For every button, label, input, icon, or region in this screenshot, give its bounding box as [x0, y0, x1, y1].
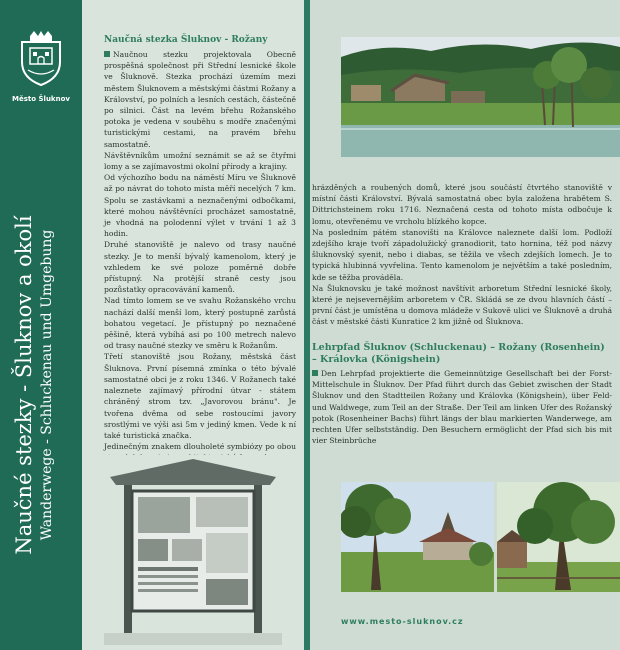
vertical-titles: [11, 125, 71, 645]
trail-description-cz: [104, 49, 296, 464]
paragraph: Jedinečným znakem dlouholeté symbiózy po obou: [104, 442, 296, 452]
town-crest-icon: [16, 28, 66, 88]
trail-heading-cz: Naučná stezka Šluknov - Rožany: [104, 35, 268, 45]
paragraph: Návštěvníkům umožní seznámit se až se čtyřmi lomy a se zajímavostmi okolní přírody a krajiny.: [104, 150, 296, 172]
paragraph: Na Šluknovsku je také možnost navštívit arboretum Střední lesnické školy, které je nejsevernějším arboretem v ČR. Skládá se ze dvou hlavních částí – první část je umístěna u domova mládeže v Sukově ulici ve Šluknově a druhá část v městské části Kunratice 2 km jižně od Šluknova.: [312, 283, 612, 327]
bullet-square-icon: [104, 51, 110, 57]
paragraph: Naučnou stezku projektovala Obecně prospěšná společnost při Střední lesnické škole ve Šluknově. Stezka prochází územím mezi městem Šluknovem a městskými částmi Rožany a Království, po polních a lesních cestách, částečně po silnici. Část na levém břehu Rožanského potoka je vedena v souběhu s modře značenými turistickými cestami, na pravém břehu samostatně.: [104, 50, 296, 149]
paragraph: Na posledním pátém stanovišti na Královce naleznete další lom. Podloží zdejšího kraje tvoří západolužický granodiorit, tato hornina, též pod názvy šluknovský syenit, nebo i diabas, se těžila ve všech zdejších lomech. Je to typická hlubinná vyvřelina. Tento kamenolom je největším a také posledním, kde se těžba prováděla.: [312, 227, 612, 282]
brochure-title: Naučné stezky - Šluknov a okolí: [12, 215, 36, 555]
trail-continuation-cz: [312, 182, 612, 328]
tree-photo: [497, 482, 620, 592]
village-photo: [341, 482, 494, 592]
trail-heading-de: Lehrpfad Šluknov (Schluckenau) – Rožany (Rosenhein) – Královka (Königshein): [312, 342, 605, 365]
paragraph: hrázděných a roubených domů, které jsou součástí čtvrtého stanoviště v místní části Království. Bývalá samostatná obec byla založena hrabětem S. Dittrichsteinem roku 1716. Neznačená cesta od tohoto místa odbočuje k lomu, otevřenému ve vrcholu blízkého kopce.: [312, 183, 612, 226]
brochure-subtitle: Wanderwege - Schluckenau und Umgebung: [39, 229, 55, 541]
info-board-photo: [104, 455, 282, 645]
paragraph: Druhé stanoviště je nalevo od trasy naučné stezky. Je to menší bývalý kamenolom, který je vzhledem ke své poloze poměrně dobře přístupný. Na protější straně cesty jsou pozůstatky opracovávání kamenů.: [104, 240, 296, 295]
website-link[interactable]: www.mesto-sluknov.cz: [341, 617, 464, 626]
paragraph: Den Lehrpfad projektierte die Gemeinnützige Gesellschaft bei der Forst-Mittelschule in Šluknov. Der Pfad führt durch das Gebiet zwischen der Stadt Šluknov und den Stadtteilen Rožany und Královka (Königshein), über Feld- und Waldwege, zum Teil an der Straße. Der Teil am linken Ufer des Rožanský potok (Rosenheiner Bachs) führt längs der blau markierten Wanderwege, am rechten Ufer selbstständig. Den Besuchern ermöglicht der Pfad sich bis mit vier Steinbrüche: [312, 369, 612, 446]
paragraph: Nad tímto lomem se ve svahu Rožanského vrchu nachází další menší lom, který postupně zarůstá bohatou vegetací. Je přístupný po neznačené pěšině, která vybíhá asi po 100 metrech nalevo od trasy naučné stezky ve směru k Rožanům.: [104, 296, 296, 351]
paragraph: Třetí stanoviště jsou Rožany, městská část Šluknova. První písemná zmínka o této bývalé samostatné obci je z roku 1346. V Rožanech také naleznete zajímavý přírodní útvar - státem chráněný strom tzv. „Javorovou bránu". Je tvořena dvěma od sebe rostoucími javory srostlými ve výši asi 5m v jediný kmen. Vede k ní také turistická značka.: [104, 352, 296, 440]
trail-description-de: [312, 368, 612, 446]
bullet-square-icon: [312, 370, 318, 376]
landscape-photo: [341, 37, 620, 157]
sidebar: [0, 0, 82, 650]
paragraph: Od výchozího bodu na náměstí Míru ve Šluknově až po návrat do tohoto místa měří necelých 7 km. Spolu se zastávkami a neznačenými odbočkami, které mohou návštěvníci procházet samostatně, je vhodná na polodenní výlet v trvání 1 až 3 hodin.: [104, 173, 296, 239]
town-name: Město Šluknov: [12, 95, 70, 103]
